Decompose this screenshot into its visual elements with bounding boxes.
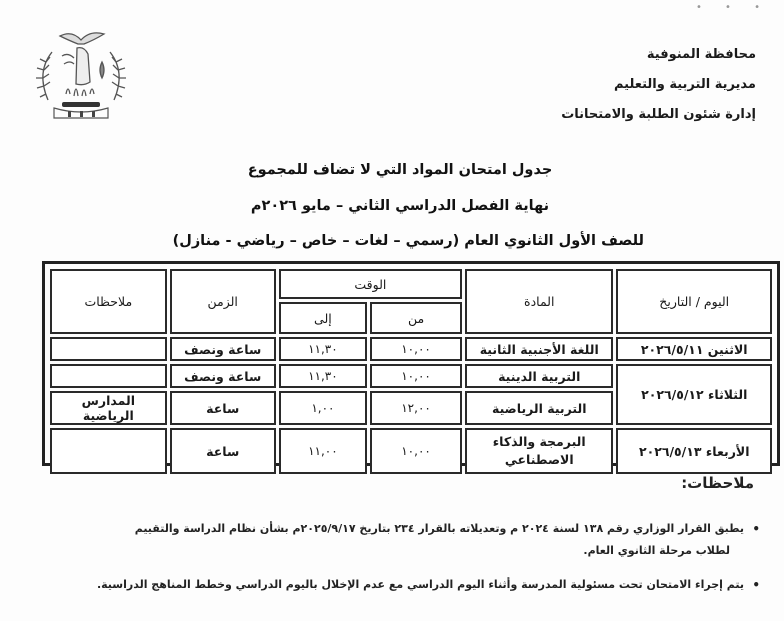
cell-duration: ساعة ونصف	[170, 364, 276, 388]
cell-time-to: ١١,٠٠	[279, 428, 367, 474]
header-time: الوقت	[279, 269, 462, 299]
document-grade-line: للصف الأول الثانوي العام (رسمي – لغات – خاص – رياضي - منازل)	[172, 233, 644, 249]
header-time-to: إلى	[279, 302, 367, 334]
governorate-name: محافظة المنوفية	[646, 47, 756, 62]
directorate-name: مديرية التربية والتعليم	[613, 77, 756, 92]
note-text: يتم إجراء الامتحان تحت مسئولية المدرسة وأثناء اليوم الدراسي مع عدم الإخلال باليوم الدراسي وخطط المناهج الدراسية.	[96, 578, 744, 591]
cell-time-to: ١١,٣٠	[279, 364, 367, 388]
cell-day-date: الأربعاء ٢٠٢٦/٥/١٣	[616, 428, 772, 474]
header-time-from: من	[370, 302, 462, 334]
cell-subject: التربية الدينية	[465, 364, 613, 388]
cell-time-from: ١٠,٠٠	[370, 337, 462, 361]
cell-subject: التربية الرياضية	[465, 391, 613, 425]
note-text: يطبق القرار الوزاري رقم ١٣٨ لسنة ٢٠٢٤ م وتعديلاته بالقرار ٢٣٤ بتاريخ ٢٠٢٥/٩/١٧م بشأن نظام الدراسة والتقييم	[134, 522, 744, 535]
header-subject: المادة	[465, 269, 613, 334]
cell-duration: ساعة	[170, 391, 276, 425]
notes-list	[20, 516, 760, 598]
notes-heading: ملاحظات:	[681, 474, 754, 492]
table-row	[50, 364, 772, 388]
note-text: لطلاب مرحلة الثانوي العام.	[583, 544, 730, 557]
cell-time-from: ١٠,٠٠	[370, 364, 462, 388]
department-name: إدارة شئون الطلبة والامتحانات	[561, 107, 756, 122]
governorate-emblem-icon	[22, 22, 140, 122]
cell-time-from: ١٢,٠٠	[370, 391, 462, 425]
cell-day-date: الثلاثاء ٢٠٢٦/٥/١٢	[616, 364, 772, 425]
issuing-authority	[561, 40, 756, 130]
table-row	[50, 337, 772, 361]
header-duration: الزمن	[170, 269, 276, 334]
scan-marks: • • •	[695, 2, 770, 13]
bullet-icon: •	[752, 522, 760, 536]
table-row	[50, 428, 772, 474]
note-item	[20, 572, 760, 598]
cell-notes	[50, 428, 167, 474]
exam-schedule-table-frame	[42, 261, 780, 466]
cell-subject: اللغة الأجنبية الثانية	[465, 337, 613, 361]
cell-day-date: الاثنين ٢٠٢٦/٥/١١	[616, 337, 772, 361]
note-item-continuation	[20, 538, 760, 564]
document-subtitle: نهاية الفصل الدراسي الثاني – مايو ٢٠٢٦م	[250, 198, 550, 214]
cell-subject: البرمجة والذكاء الاصطناعي	[465, 428, 613, 474]
header-day-date: اليوم / التاريخ	[616, 269, 772, 334]
cell-duration: ساعة ونصف	[170, 337, 276, 361]
cell-time-to: ١١,٣٠	[279, 337, 367, 361]
cell-time-to: ١,٠٠	[279, 391, 367, 425]
document-titles	[150, 154, 650, 256]
cell-notes	[50, 364, 167, 388]
cell-notes	[50, 337, 167, 361]
header-notes: ملاحظات	[50, 269, 167, 334]
cell-notes: المدارس الرياضية	[50, 391, 167, 425]
document-title: جدول امتحان المواد التي لا تضاف للمجموع	[247, 162, 553, 178]
cell-duration: ساعة	[170, 428, 276, 474]
exam-schedule-table	[47, 266, 775, 477]
bullet-icon: •	[752, 578, 760, 592]
cell-time-from: ١٠,٠٠	[370, 428, 462, 474]
